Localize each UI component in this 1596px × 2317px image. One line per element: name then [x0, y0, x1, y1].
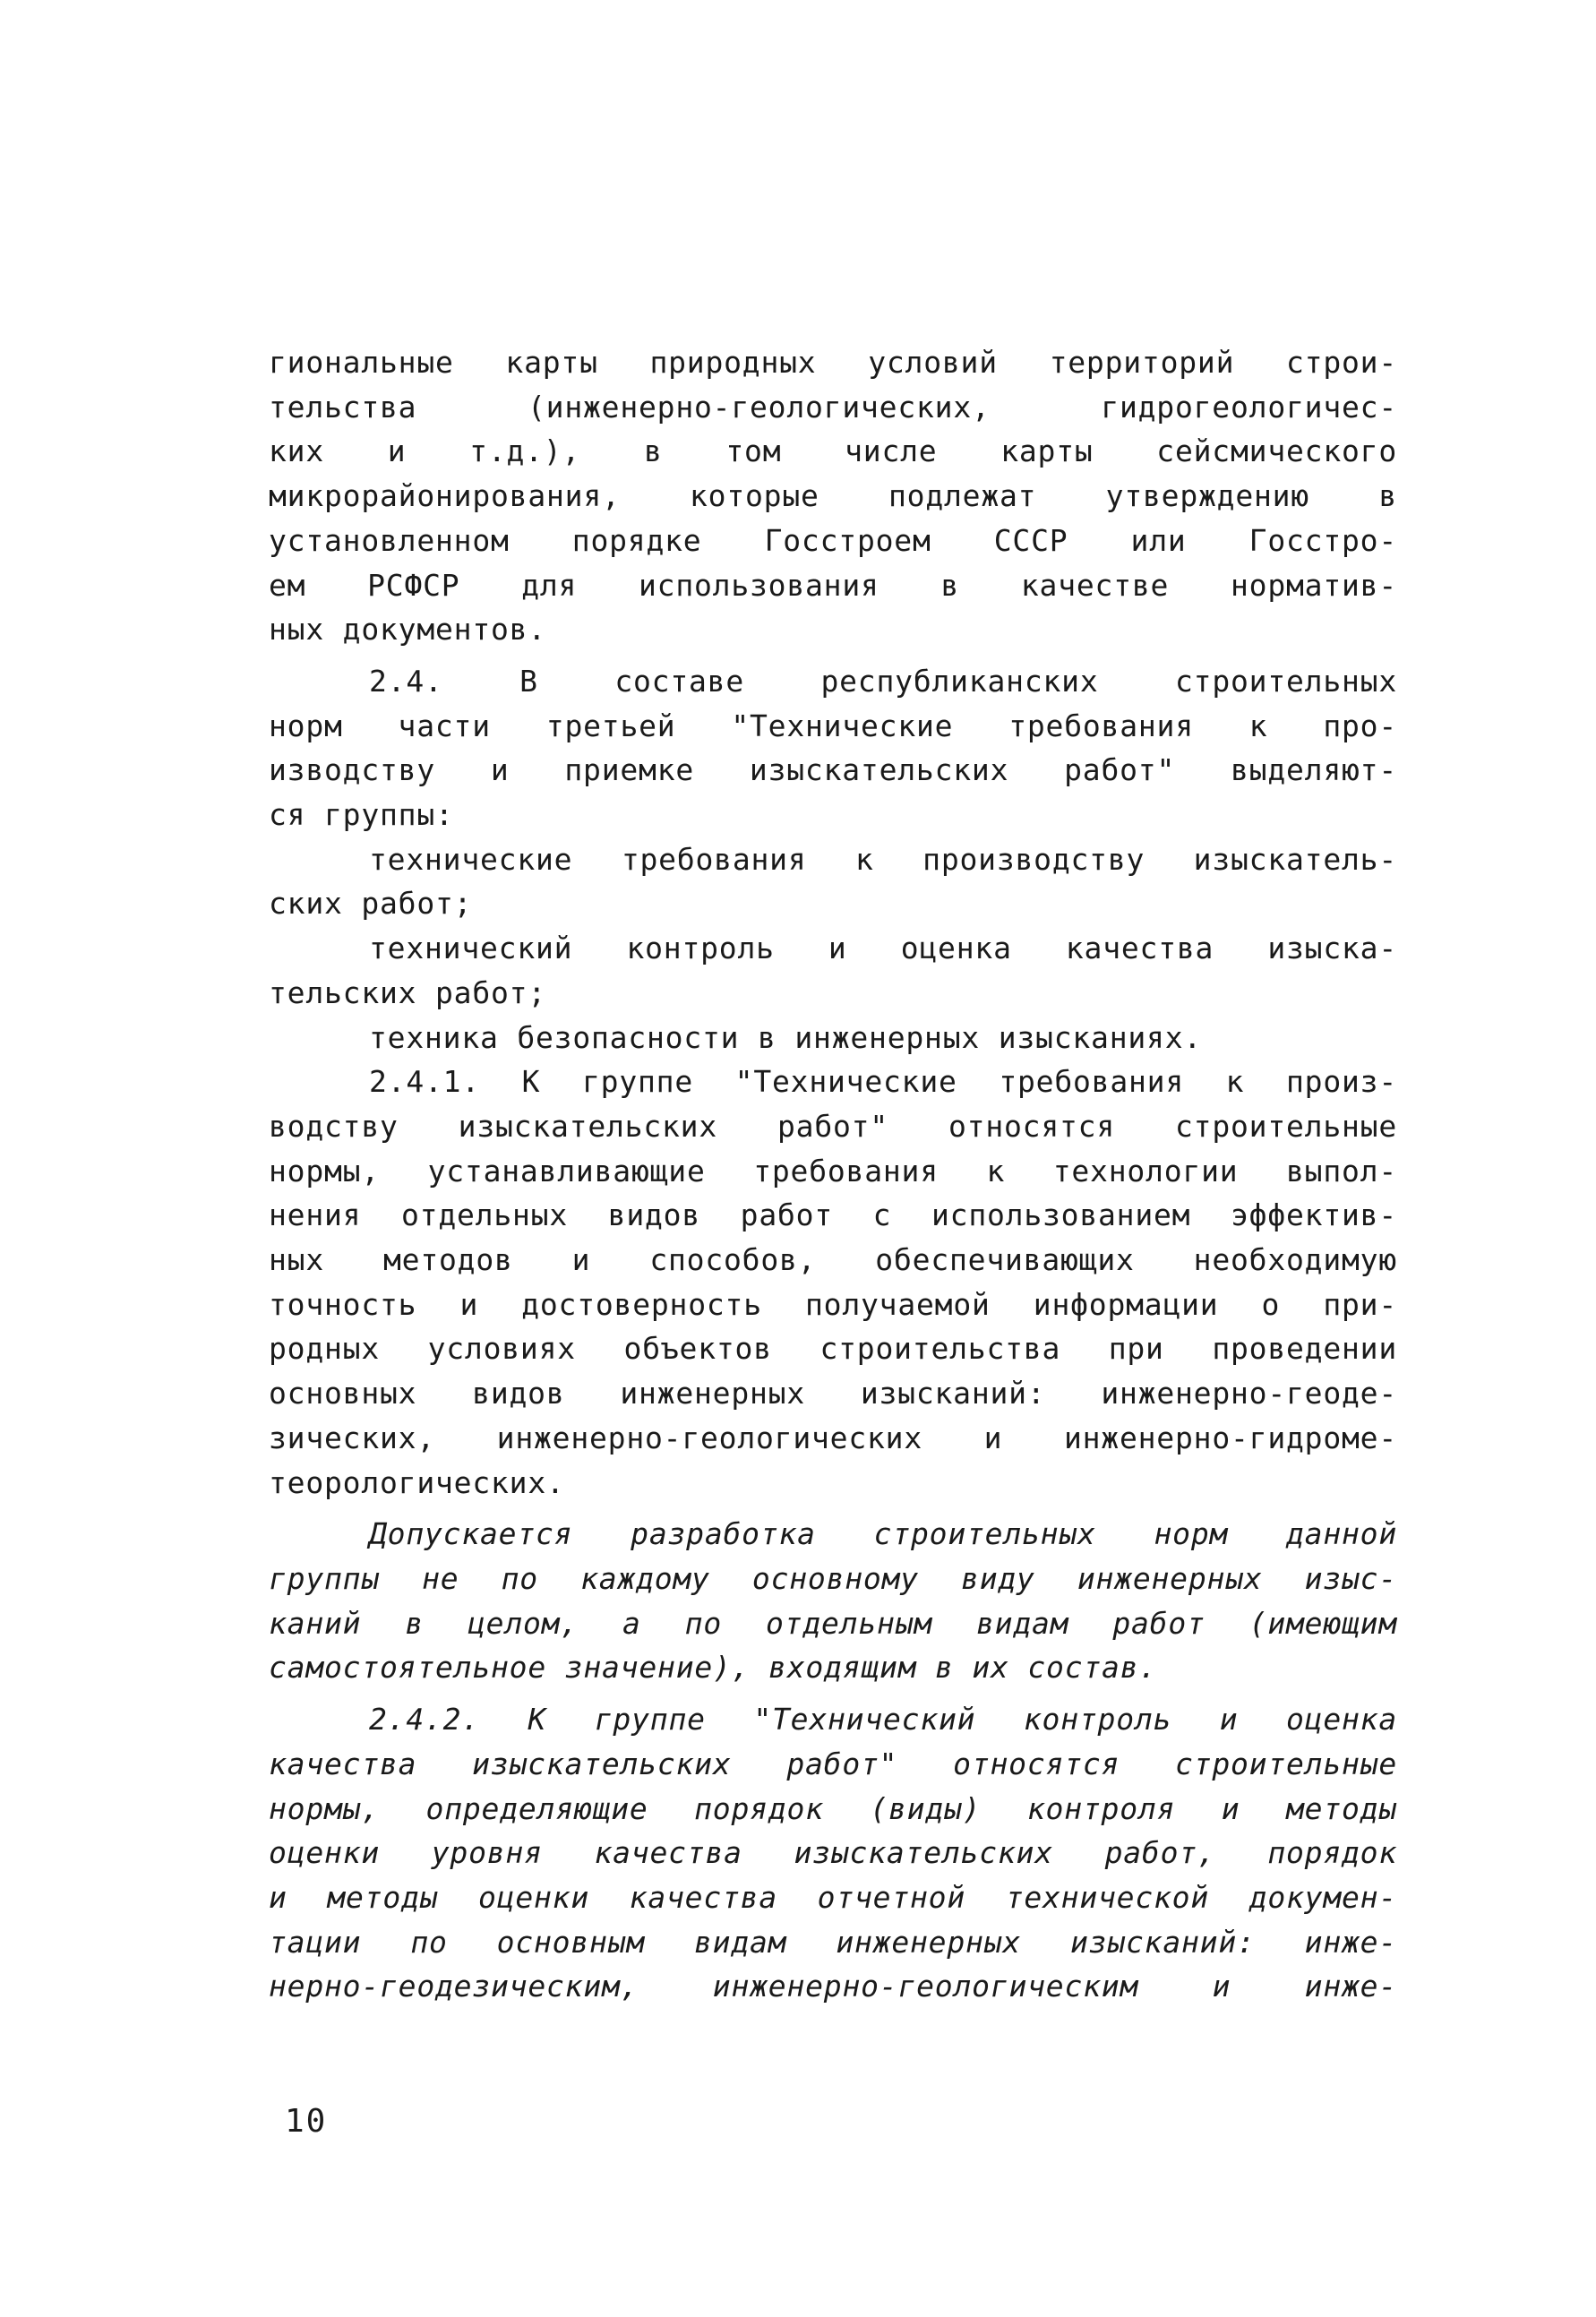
text-line: группы не по каждому основному виду инженерных изыс-: [269, 1560, 1397, 1596]
text-line: тельства (инженерно-геологических, гидрогеологичес-: [269, 389, 1397, 425]
text-line: родных условиях объектов строительства при проведении: [269, 1331, 1397, 1367]
text-line: ся группы:: [269, 797, 454, 833]
paragraph-2-4-2: [269, 1697, 1397, 2009]
text-line: Допускается разработка строительных норм данной: [369, 1516, 1397, 1552]
text-line: качества изыскательских работ" относятся строительные: [269, 1746, 1397, 1781]
text-line: нормы, устанавливающие требования к технологии выпол-: [269, 1153, 1397, 1189]
text-line: техника безопасности в инженерных изысканиях.: [369, 1019, 1203, 1055]
text-line: 2.4. В составе республиканских строительных: [369, 663, 1397, 699]
text-line: тации по основным видам инженерных изысканий: инже-: [269, 1924, 1397, 1960]
text-line: зических, инженерно-геологических и инженерно-гидроме-: [269, 1420, 1397, 1455]
text-line: ем РСФСР для использования в качестве норматив-: [269, 567, 1397, 603]
text-line: нерно-геодезическим, инженерно-геологическим и инже-: [269, 1969, 1397, 2004]
text-line: микрорайонирования, которые подлежат утверждению в: [269, 478, 1397, 514]
list-item-group-3: [269, 1016, 1397, 1060]
text-line: гиональные карты природных условий территорий строи-: [269, 345, 1397, 380]
text-line: нормы, определяющие порядок (виды) контроля и методы: [269, 1790, 1397, 1826]
list-item-group-1: [269, 837, 1397, 926]
text-line: самостоятельное значение), входящим в их состав.: [269, 1650, 1158, 1686]
text-line: ких и т.д.), в том числе карты сейсмического: [269, 433, 1397, 469]
text-line: технический контроль и оценка качества изыска-: [369, 931, 1397, 966]
text-line: оценки уровня качества изыскательских работ, порядок: [269, 1835, 1397, 1871]
page-number: 10: [285, 2103, 328, 2140]
text-line: технические требования к производству изыскатель-: [369, 841, 1397, 877]
text-line: установленном порядке Госстроем СССР или Госстро-: [269, 522, 1397, 558]
text-line: ных документов.: [269, 612, 547, 648]
body-text: [269, 340, 1397, 2009]
text-line: нения отдельных видов работ с использованием эффектив-: [269, 1197, 1397, 1233]
text-line: тельских работ;: [269, 974, 547, 1010]
text-line: и методы оценки качества отчетной технической докумен-: [269, 1879, 1397, 1915]
text-line: ных методов и способов, обеспечивающих необходимую: [269, 1242, 1397, 1278]
paragraph-allowed: [269, 1512, 1397, 1690]
paragraph-2-4-1: [269, 1060, 1397, 1505]
text-line: ских работ;: [269, 886, 473, 922]
text-line: каний в целом, а по отдельным видам работ (имеющим: [269, 1605, 1397, 1641]
text-line: 2.4.2. К группе "Технический контроль и оценка: [369, 1702, 1397, 1738]
text-line: теорологических.: [269, 1464, 565, 1500]
paragraph-2-4: [269, 659, 1397, 837]
text-line: основных видов инженерных изысканий: инженерно-геоде-: [269, 1376, 1397, 1412]
list-item-group-2: [269, 926, 1397, 1015]
text-line: точность и достоверность получаемой информации о при-: [269, 1286, 1397, 1322]
paragraph-continuation: [269, 340, 1397, 652]
text-line: 2.4.1. К группе "Технические требования к произ-: [369, 1064, 1397, 1100]
text-line: изводству и приемке изыскательских работ" выделяют-: [269, 752, 1397, 788]
text-line: водству изыскательских работ" относятся строительные: [269, 1108, 1397, 1144]
text-line: норм части третьей "Технические требования к про-: [269, 708, 1397, 743]
